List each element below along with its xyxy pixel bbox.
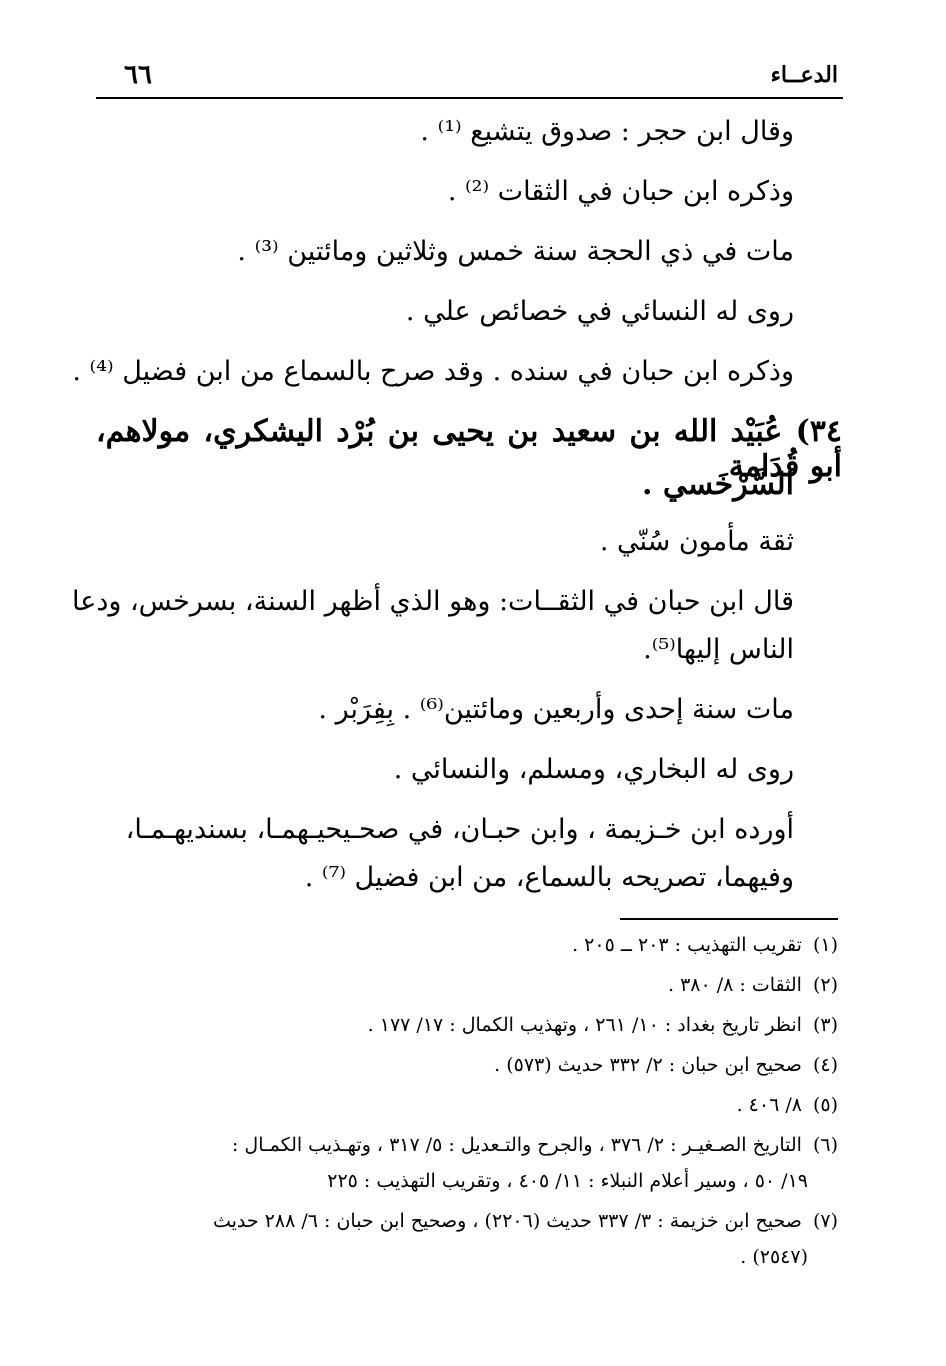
footnote-rule	[620, 918, 838, 920]
text-line: مات في ذي الحجة سنة خمس وثلاثين ومائتين ⁽³⁾ .	[237, 236, 794, 267]
page-number: ٦٦	[124, 60, 152, 90]
footnote-number: (٤)	[812, 1054, 838, 1076]
header-rule	[96, 97, 843, 99]
text-line: وذكره ابن حبان في الثقات ⁽²⁾ .	[447, 176, 794, 207]
text-line: وفيهما، تصريحه بالسماع، من ابن فضيل ⁽⁷⁾ .	[304, 862, 794, 893]
text-line: وقال ابن حجر : صدوق يتشيع ⁽¹⁾ .	[420, 116, 794, 147]
footnote-text: التاريخ الصـغيـر : ٢/ ٣٧٦ ، والجرح والتـعديل : ٥/ ٣١٧ ، وتهـذيب الكمـال :	[231, 1134, 802, 1156]
footnote-text: تقريب التهذيب : ٢٠٣ ــ ٢٠٥ .	[572, 934, 802, 956]
footnote-5	[100, 1094, 838, 1116]
footnote-6-continuation: ١٩/ ٥٠ ، وسير أعلام النبلاء : ١١/ ٤٠٥ ، وتقريب التهذيب : ٢٢٥	[327, 1170, 808, 1192]
footnote-number: (٥)	[812, 1094, 838, 1116]
footnote-4	[100, 1054, 838, 1076]
text-line: ثقة مأمون سُنّي .	[599, 526, 794, 557]
footnote-7-continuation: (٢٥٤٧) .	[740, 1246, 808, 1268]
footnote-number: (٧)	[812, 1210, 838, 1232]
text-line: وذكره ابن حبان في سنده . وقد صرح بالسماع من ابن فضيل ⁽⁴⁾ .	[72, 356, 794, 387]
footnote-number: (٦)	[812, 1134, 838, 1156]
footnote-text: ٨/ ٤٠٦ .	[736, 1094, 802, 1116]
footnote-number: (١)	[812, 934, 838, 956]
footnote-7	[100, 1210, 838, 1232]
footnote-3	[100, 1014, 838, 1036]
footnote-text: انظر تاريخ بغداد : ١٠/ ٢٦١ ، وتهذيب الكمال : ١٧/ ١٧٧ .	[367, 1014, 802, 1036]
text-line: روى له النسائي في خصائص علي .	[405, 296, 794, 327]
footnote-number: (٣)	[812, 1014, 838, 1036]
footnote-number: (٢)	[812, 974, 838, 996]
running-header	[96, 58, 838, 98]
entry-heading: ٣٤) عُبَيْد الله بن سعيد بن يحيى بن بُرْد اليشكري، مولاهم، أبو قُدَامة	[96, 414, 842, 484]
footnote-text: صحيح ابن خزيمة : ٣/ ٣٣٧ حديث (٢٢٠٦) ، وصحيح ابن حبان : ٦/ ٢٨٨ حديث	[212, 1210, 802, 1232]
text-line: قال ابن حبان في الثقــات: وهو الذي أظهر السنة، بسرخس، ودعا	[71, 586, 794, 617]
footnote-1	[100, 934, 838, 956]
running-title: الدعــاء	[770, 62, 838, 88]
entry-heading-continuation: السَّرْخَسي .	[642, 467, 794, 502]
text-line: مات سنة إحدى وأربعين ومائتين⁽⁶⁾ . بِفِرَبْر .	[318, 694, 794, 725]
footnote-2	[100, 974, 838, 996]
footnote-text: الثقات : ٨/ ٣٨٠ .	[667, 974, 802, 996]
footnote-6	[100, 1134, 838, 1156]
footnote-text: صحيح ابن حبان : ٢/ ٣٣٢ حديث (٥٧٣) .	[494, 1054, 802, 1076]
text-line: الناس إليها⁽⁵⁾.	[643, 634, 794, 665]
text-line: روى له البخاري، ومسلم، والنسائي .	[393, 754, 794, 785]
text-line: أورده ابن خـزيمة ، وابن حبـان، في صحـيحيـهمـا، بسنديهـمـا،	[125, 814, 794, 845]
